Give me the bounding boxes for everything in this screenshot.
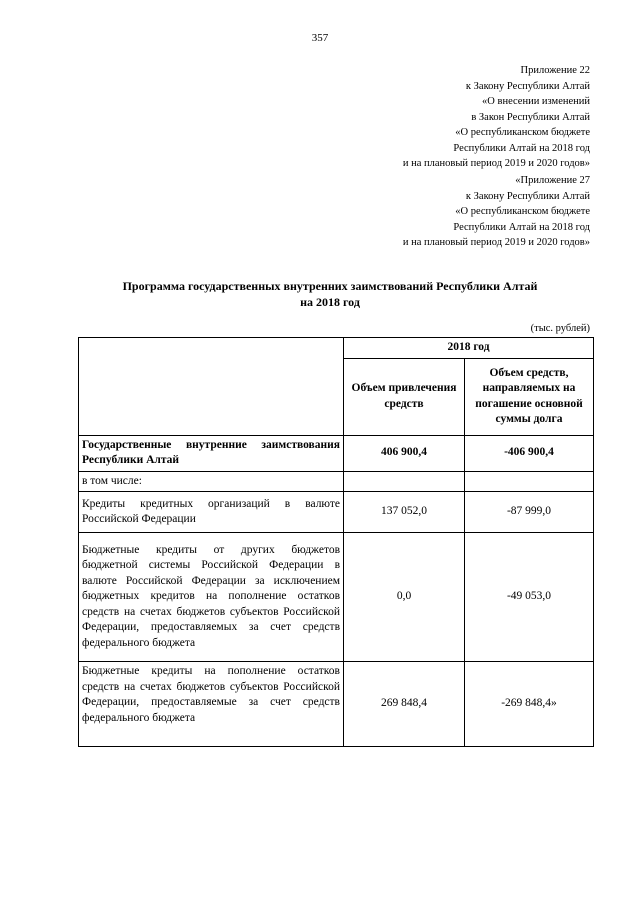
appendix-line: к Закону Республики Алтай <box>465 80 590 92</box>
table-header-row <box>79 338 594 359</box>
appendix-line: Республики Алтай на 2018 год <box>453 142 590 154</box>
row-label: в том числе: <box>79 471 344 492</box>
units-note: (тыс. рублей) <box>530 323 590 334</box>
appendix-line: «О республиканском бюджете <box>455 127 590 138</box>
attract-value: 269 848,4 <box>344 662 465 747</box>
table-row <box>79 662 594 747</box>
repay-value: -87 999,0 <box>465 492 594 533</box>
appendix-line: «О внесении изменений <box>482 96 590 107</box>
repay-value <box>465 471 594 492</box>
row-label: Бюджетные кредиты на пополнение остатков средств на счетах бюджетов субъектов Российской Федерации, предоставляемые за счет средств федерального бюджета <box>79 662 344 747</box>
borrowing-program-table <box>78 337 594 747</box>
table-row <box>79 435 594 471</box>
repay-value: -406 900,4 <box>465 435 594 471</box>
table-row <box>79 533 594 662</box>
appendix-line: «О республиканском бюджете <box>455 206 590 217</box>
appendix-line: и на плановый период 2019 и 2020 годов» <box>402 237 590 248</box>
appendix-line: Республики Алтай на 2018 год <box>453 221 590 233</box>
appendix-line: «Приложение 27 <box>515 175 590 186</box>
appendix-line: в Закон Республики Алтай <box>471 111 590 123</box>
appendix-note-current <box>403 63 590 172</box>
title-line: Программа государственных внутренних заимствований Республики Алтай <box>122 279 538 293</box>
year-header: 2018 год <box>344 338 594 359</box>
row-label: Бюджетные кредиты от других бюджетов бюджетной системы Российской Федерации в валюте Российской Федерации за исключением бюджетных кредитов на пополнение остатков средств на счетах бюджетов субъектов Российской Федерации, предоставляемых за счет средств федерального бюджета <box>79 533 344 662</box>
appendix-line: и на плановый период 2019 и 2020 годов» <box>402 158 590 169</box>
attract-column-header: Объем привлечения средств <box>344 358 465 435</box>
attract-value: 0,0 <box>344 533 465 662</box>
document-title <box>60 278 600 310</box>
repay-column-header: Объем средств, направляемых на погашение основной суммы долга <box>465 358 594 435</box>
appendix-line: Приложение 22 <box>520 65 590 76</box>
appendix-note-previous <box>403 173 590 251</box>
repay-value: -49 053,0 <box>465 533 594 662</box>
attract-value: 137 052,0 <box>344 492 465 533</box>
appendix-line: к Закону Республики Алтай <box>465 190 590 202</box>
table-row <box>79 492 594 533</box>
table-row <box>79 471 594 492</box>
attract-value: 406 900,4 <box>344 435 465 471</box>
page-number: 357 <box>311 32 329 44</box>
row-label: Кредиты кредитных организаций в валюте Российской Федерации <box>79 492 344 533</box>
table-header-blank <box>79 338 344 436</box>
repay-value: -269 848,4» <box>465 662 594 747</box>
row-label: Государственные внутренние заимствования Республики Алтай <box>79 435 344 471</box>
title-line: на 2018 год <box>300 295 360 309</box>
attract-value <box>344 471 465 492</box>
